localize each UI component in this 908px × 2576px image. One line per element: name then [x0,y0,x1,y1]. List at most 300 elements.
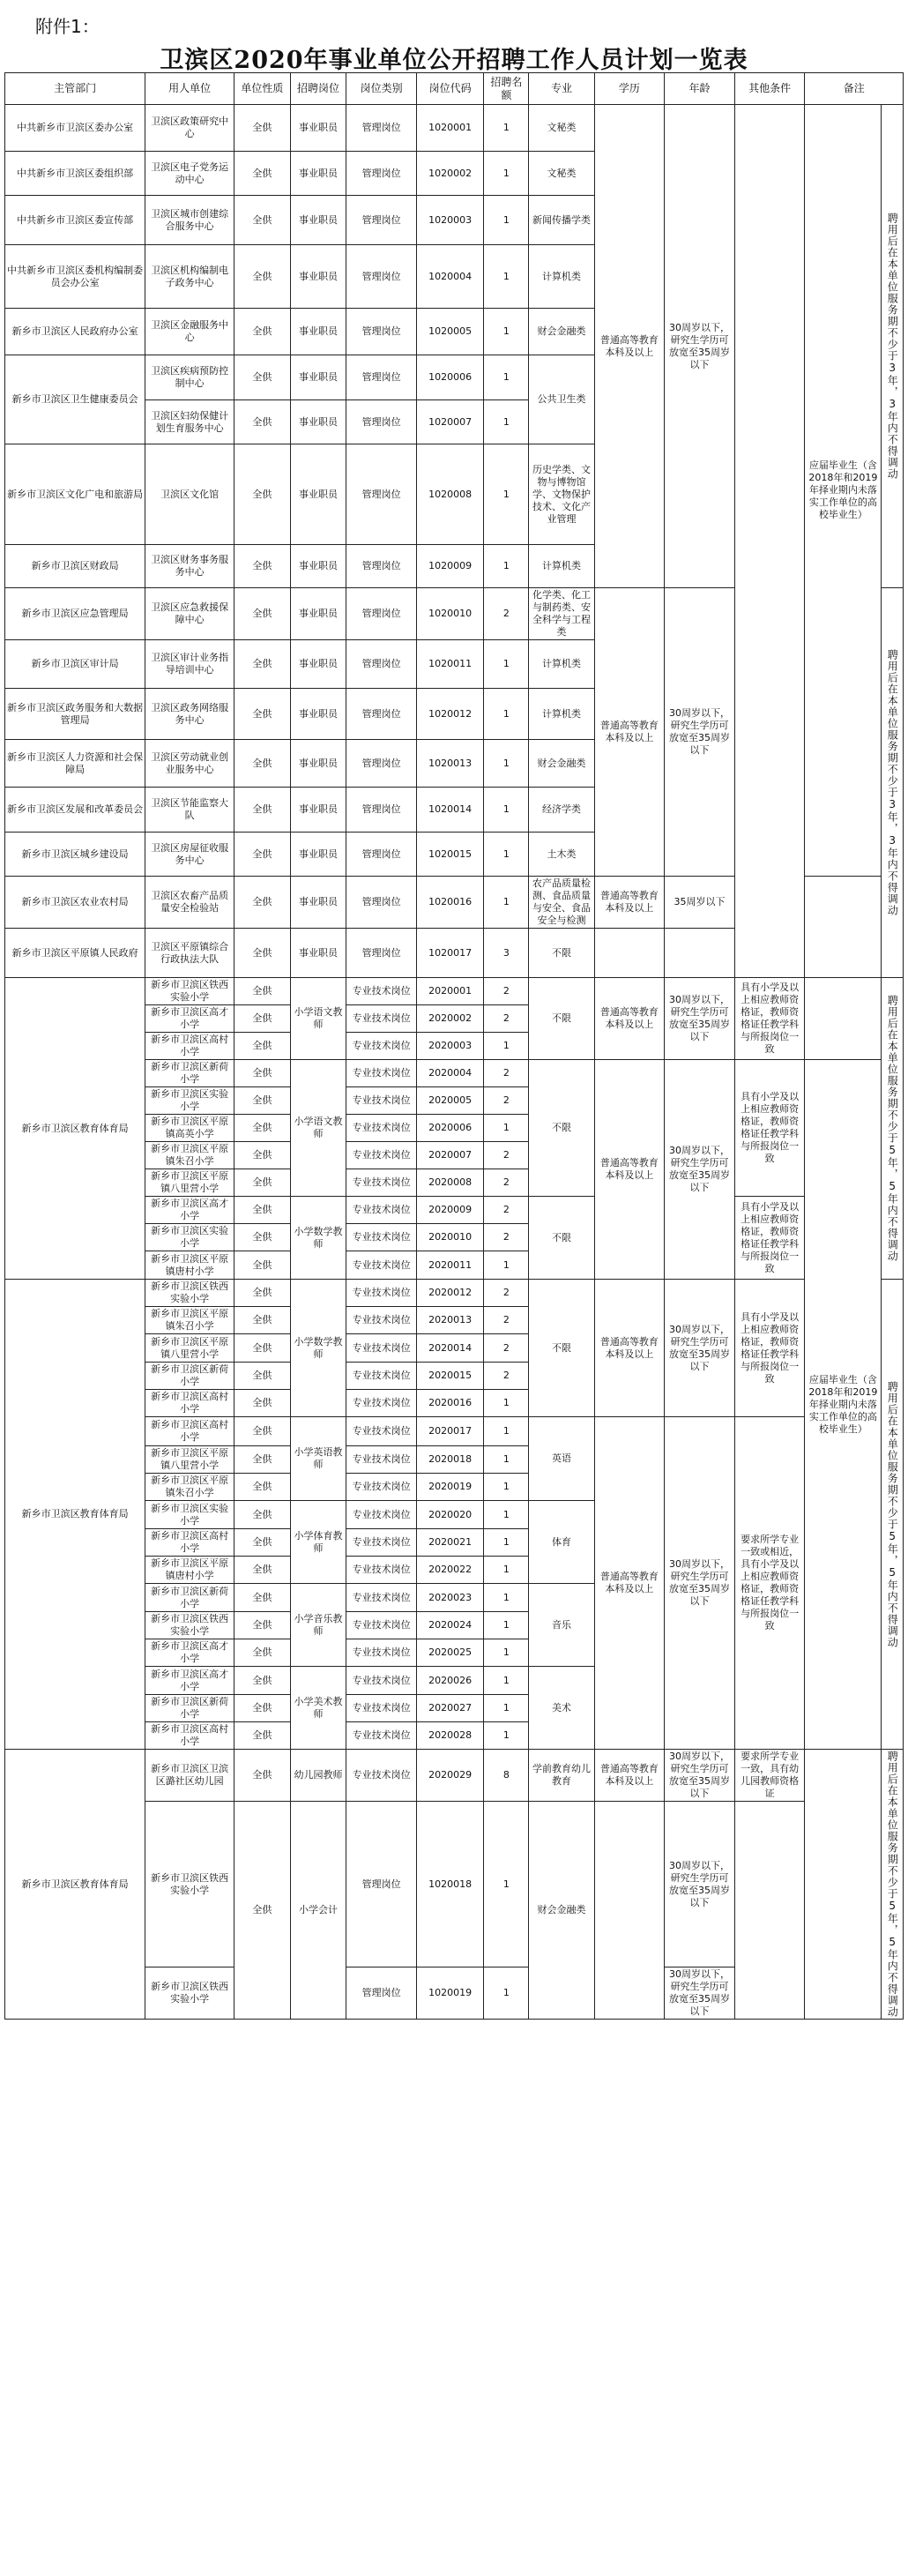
number-cell: 2 [484,1307,529,1334]
number-cell: 1 [484,1501,529,1529]
major-cell: 英语 [529,1417,594,1501]
education-cell: 普通高等教育本科及以上 [594,1060,665,1280]
dept-cell: 新乡市卫滨区人民政府办公室 [5,309,145,355]
major-cell: 计算机类 [529,245,594,309]
table-row [5,105,904,152]
code-cell: 1020013 [416,740,483,788]
number-cell: 1 [484,1417,529,1446]
nature-cell: 全供 [234,929,291,978]
age-cell: 30周岁以下，研究生学历可放宽至35周岁以下 [665,1750,735,1802]
post-cell: 小学数学教师 [290,1197,346,1280]
number-cell: 1 [484,1612,529,1639]
category-cell: 专业技术岗位 [346,1501,417,1529]
category-cell: 专业技术岗位 [346,1390,417,1417]
code-cell: 1020011 [416,640,483,689]
post-cell: 事业职员 [290,152,346,196]
number-cell: 1 [484,1695,529,1722]
code-cell: 1020017 [416,929,483,978]
number-cell: 1 [484,545,529,588]
category-cell: 专业技术岗位 [346,1251,417,1280]
unit-cell: 卫滨区财务事务服务中心 [145,545,234,588]
nature-cell: 全供 [234,545,291,588]
nature-cell: 全供 [234,245,291,309]
category-cell: 专业技术岗位 [346,1612,417,1639]
code-cell: 2020007 [416,1142,483,1169]
category-cell: 专业技术岗位 [346,1529,417,1557]
code-cell: 2020026 [416,1667,483,1695]
header-row [5,73,904,105]
nature-cell: 全供 [234,1802,291,2020]
nature-cell: 全供 [234,1363,291,1390]
nature-cell: 全供 [234,1307,291,1334]
code-cell: 1020015 [416,833,483,877]
code-cell: 2020002 [416,1005,483,1033]
unit-cell: 新乡市卫滨区平原镇朱召小学 [145,1142,234,1169]
number-cell: 2 [484,1280,529,1307]
nature-cell: 全供 [234,1115,291,1142]
graduate-remark-cell [805,1750,882,2020]
category-cell: 专业技术岗位 [346,1060,417,1087]
code-cell: 2020029 [416,1750,483,1802]
conditions-cell: 要求所学专业一致，具有幼儿园教师资格证 [734,1750,805,1802]
major-cell: 不限 [529,1197,594,1280]
post-cell: 小学美术教师 [290,1667,346,1750]
number-cell: 1 [484,1033,529,1060]
header-post: 招聘岗位 [290,73,346,105]
post-cell: 事业职员 [290,588,346,640]
unit-cell: 新乡市卫滨区铁西实验小学 [145,1612,234,1639]
post-cell: 小学体育教师 [290,1501,346,1584]
number-cell: 1 [484,309,529,355]
post-cell: 事业职员 [290,355,346,400]
header-unit: 用人单位 [145,73,234,105]
number-cell: 1 [484,877,529,929]
category-cell: 专业技术岗位 [346,1417,417,1446]
category-cell: 专业技术岗位 [346,1695,417,1722]
unit-cell: 新乡市卫滨区新荷小学 [145,1363,234,1390]
nature-cell: 全供 [234,1612,291,1639]
unit-cell: 卫滨区机构编制电子政务中心 [145,245,234,309]
unit-cell: 新乡市卫滨区铁西实验小学 [145,1280,234,1307]
code-cell: 2020018 [416,1446,483,1474]
unit-cell: 新乡市卫滨区平原镇八里营小学 [145,1446,234,1474]
category-cell: 管理岗位 [346,1967,417,2020]
code-cell: 2020005 [416,1087,483,1115]
code-cell: 2020017 [416,1417,483,1446]
nature-cell: 全供 [234,1722,291,1750]
number-cell: 1 [484,1251,529,1280]
code-cell: 2020012 [416,1280,483,1307]
dept-cell: 中共新乡市卫滨区委办公室 [5,105,145,152]
post-cell: 小学语文教师 [290,1060,346,1197]
dept-cell: 新乡市卫滨区文化广电和旅游局 [5,444,145,545]
number-cell: 2 [484,1087,529,1115]
category-cell: 管理岗位 [346,444,417,545]
nature-cell: 全供 [234,740,291,788]
unit-cell: 卫滨区应急救援保障中心 [145,588,234,640]
age-cell [665,929,735,978]
header-education: 学历 [594,73,665,105]
age-cell: 30周岁以下，研究生学历可放宽至35周岁以下 [665,1967,735,2020]
dept-cell: 新乡市卫滨区人力资源和社会保障局 [5,740,145,788]
number-cell: 3 [484,929,529,978]
unit-cell: 新乡市卫滨区新荷小学 [145,1060,234,1087]
unit-cell: 卫滨区平原镇综合行政执法大队 [145,929,234,978]
category-cell: 管理岗位 [346,152,417,196]
unit-cell: 新乡市卫滨区平原镇唐村小学 [145,1557,234,1584]
category-cell: 管理岗位 [346,545,417,588]
number-cell: 1 [484,355,529,400]
code-cell: 2020025 [416,1639,483,1667]
nature-cell: 全供 [234,1474,291,1501]
dept-cell: 新乡市卫滨区应急管理局 [5,588,145,640]
nature-cell: 全供 [234,833,291,877]
category-cell: 管理岗位 [346,309,417,355]
header-dept: 主管部门 [5,73,145,105]
dept-cell: 中共新乡市卫滨区委宣传部 [5,196,145,245]
number-cell: 1 [484,740,529,788]
number-cell: 1 [484,1557,529,1584]
code-cell: 1020019 [416,1967,483,2020]
post-cell: 事业职员 [290,740,346,788]
nature-cell: 全供 [234,1529,291,1557]
attachment-label: 附件1： [35,16,100,37]
code-cell: 1020014 [416,788,483,833]
nature-cell: 全供 [234,1142,291,1169]
header-number: 招聘名额 [484,73,529,105]
conditions-cell [734,105,805,978]
dept-cell: 新乡市卫滨区平原镇人民政府 [5,929,145,978]
service-remark-cell-text: 聘用后在本单位服务期不少于5年，5年内不得调动 [886,1751,899,2018]
nature-cell: 全供 [234,309,291,355]
unit-cell: 新乡市卫滨区新荷小学 [145,1695,234,1722]
age-cell: 30周岁以下，研究生学历可放宽至35周岁以下 [665,1280,735,1417]
unit-cell: 新乡市卫滨区铁西实验小学 [145,978,234,1005]
unit-cell: 卫滨区审计业务指导培训中心 [145,640,234,689]
category-cell: 专业技术岗位 [346,1750,417,1802]
category-cell: 管理岗位 [346,1802,417,1967]
post-cell: 事业职员 [290,877,346,929]
number-cell: 1 [484,1390,529,1417]
conditions-cell [734,1802,805,2020]
post-cell: 小学数学教师 [290,1280,346,1417]
post-cell: 事业职员 [290,196,346,245]
dept-cell: 新乡市卫滨区教育体育局 [5,1280,145,1750]
dept-cell: 新乡市卫滨区教育体育局 [5,978,145,1280]
number-cell: 8 [484,1750,529,1802]
code-cell: 2020015 [416,1363,483,1390]
number-cell: 2 [484,1224,529,1251]
unit-cell: 新乡市卫滨区铁西实验小学 [145,1967,234,2020]
unit-cell: 新乡市卫滨区新荷小学 [145,1584,234,1612]
nature-cell: 全供 [234,788,291,833]
post-cell: 小学英语教师 [290,1417,346,1501]
unit-cell: 新乡市卫滨区高才小学 [145,1667,234,1695]
category-cell: 管理岗位 [346,689,417,740]
nature-cell: 全供 [234,1169,291,1197]
category-cell: 专业技术岗位 [346,1087,417,1115]
education-cell: 普通高等教育本科及以上 [594,105,665,588]
graduate-remark-cell [805,877,882,978]
unit-cell: 卫滨区电子党务运动中心 [145,152,234,196]
category-cell: 专业技术岗位 [346,1169,417,1197]
conditions-cell: 具有小学及以上相应教师资格证，教师资格证任教学科与所报岗位一致 [734,1280,805,1417]
code-cell: 2020021 [416,1529,483,1557]
page-title: 卫滨区2020年事业单位公开招聘工作人员计划一览表 [160,47,748,74]
nature-cell: 全供 [234,588,291,640]
nature-cell: 全供 [234,1501,291,1529]
code-cell: 1020003 [416,196,483,245]
major-cell: 公共卫生类 [529,355,594,444]
age-cell: 30周岁以下，研究生学历可放宽至35周岁以下 [665,588,735,877]
nature-cell: 全供 [234,1390,291,1417]
dept-cell: 新乡市卫滨区农业农村局 [5,877,145,929]
recruitment-plan-table [4,72,904,2020]
number-cell: 1 [484,196,529,245]
unit-cell: 新乡市卫滨区平原镇唐村小学 [145,1251,234,1280]
category-cell: 专业技术岗位 [346,1722,417,1750]
post-cell: 事业职员 [290,929,346,978]
code-cell: 2020027 [416,1695,483,1722]
nature-cell: 全供 [234,1446,291,1474]
header-code: 岗位代码 [416,73,483,105]
code-cell: 2020009 [416,1197,483,1224]
post-cell: 事业职员 [290,309,346,355]
age-cell: 30周岁以下，研究生学历可放宽至35周岁以下 [665,1417,735,1750]
unit-cell: 卫滨区城市创建综合服务中心 [145,196,234,245]
table-row [5,978,904,1005]
post-cell: 事业职员 [290,400,346,444]
unit-cell: 新乡市卫滨区实验小学 [145,1501,234,1529]
nature-cell: 全供 [234,152,291,196]
nature-cell: 全供 [234,1197,291,1224]
nature-cell: 全供 [234,1005,291,1033]
post-cell: 幼儿园教师 [290,1750,346,1802]
unit-cell: 新乡市卫滨区高村小学 [145,1033,234,1060]
unit-cell: 新乡市卫滨区平原镇八里营小学 [145,1169,234,1197]
unit-cell: 新乡市卫滨区高村小学 [145,1417,234,1446]
education-cell: 普通高等教育本科及以上 [594,1750,665,1802]
number-cell: 1 [484,1967,529,2020]
code-cell: 1020005 [416,309,483,355]
service-remark-cell [882,105,904,588]
number-cell: 1 [484,245,529,309]
code-cell: 1020006 [416,355,483,400]
unit-cell: 卫滨区节能监察大队 [145,788,234,833]
major-cell: 财会金融类 [529,1802,594,2020]
nature-cell: 全供 [234,1750,291,1802]
education-cell [594,929,665,978]
header-category: 岗位类别 [346,73,417,105]
unit-cell: 卫滨区农畜产品质量安全检验站 [145,877,234,929]
number-cell: 1 [484,689,529,740]
major-cell: 计算机类 [529,640,594,689]
major-cell: 财会金融类 [529,309,594,355]
header-conditions: 其他条件 [734,73,805,105]
major-cell: 文秘类 [529,105,594,152]
age-cell: 30周岁以下，研究生学历可放宽至35周岁以下 [665,1060,735,1280]
major-cell: 计算机类 [529,689,594,740]
code-cell: 2020022 [416,1557,483,1584]
unit-cell: 新乡市卫滨区高才小学 [145,1639,234,1667]
header-age: 年龄 [665,73,735,105]
conditions-cell: 具有小学及以上相应教师资格证，教师资格证任教学科与所报岗位一致 [734,1197,805,1280]
category-cell: 管理岗位 [346,105,417,152]
number-cell: 2 [484,1005,529,1033]
dept-cell: 新乡市卫滨区卫生健康委员会 [5,355,145,444]
age-cell: 30周岁以下，研究生学历可放宽至35周岁以下 [665,978,735,1060]
category-cell: 管理岗位 [346,196,417,245]
code-cell: 2020028 [416,1722,483,1750]
category-cell: 专业技术岗位 [346,978,417,1005]
number-cell: 1 [484,1115,529,1142]
post-cell: 小学会计 [290,1802,346,2020]
post-cell: 事业职员 [290,833,346,877]
major-cell: 音乐 [529,1584,594,1667]
major-cell: 化学类、化工与制药类、安全科学与工程类 [529,588,594,640]
graduate-remark-cell [805,978,882,1060]
graduate-remark-cell: 应届毕业生（含2018年和2019年择业期内未落实工作单位的高校毕业生） [805,1060,882,1750]
category-cell: 管理岗位 [346,740,417,788]
major-cell: 经济学类 [529,788,594,833]
unit-cell: 新乡市卫滨区平原镇朱召小学 [145,1474,234,1501]
nature-cell: 全供 [234,1557,291,1584]
category-cell: 管理岗位 [346,929,417,978]
category-cell: 管理岗位 [346,640,417,689]
major-cell: 体育 [529,1501,594,1584]
service-remark-cell [882,588,904,978]
nature-cell: 全供 [234,1695,291,1722]
post-cell: 小学音乐教师 [290,1584,346,1667]
post-cell: 小学语文教师 [290,978,346,1060]
unit-cell: 新乡市卫滨区实验小学 [145,1087,234,1115]
number-cell: 1 [484,788,529,833]
education-cell: 普通高等教育本科及以上 [594,1417,665,1750]
dept-cell: 新乡市卫滨区发展和改革委员会 [5,788,145,833]
number-cell: 1 [484,1529,529,1557]
unit-cell: 卫滨区疾病预防控制中心 [145,355,234,400]
number-cell: 2 [484,978,529,1005]
category-cell: 专业技术岗位 [346,1474,417,1501]
code-cell: 2020014 [416,1334,483,1363]
number-cell: 1 [484,444,529,545]
dept-cell: 新乡市卫滨区审计局 [5,640,145,689]
unit-cell: 新乡市卫滨区高村小学 [145,1529,234,1557]
number-cell: 1 [484,1802,529,1967]
conditions-cell: 要求所学专业一致或相近，具有小学及以上相应教师资格证，教师资格证任教学科与所报岗位一致 [734,1417,805,1750]
category-cell: 管理岗位 [346,833,417,877]
category-cell: 专业技术岗位 [346,1667,417,1695]
code-cell: 2020006 [416,1115,483,1142]
number-cell: 1 [484,1639,529,1667]
number-cell: 1 [484,640,529,689]
service-remark-cell [882,1750,904,2020]
category-cell: 专业技术岗位 [346,1033,417,1060]
category-cell: 专业技术岗位 [346,1557,417,1584]
service-remark-cell-text: 聘用后在本单位服务期不少于5年，5年内不得调动 [886,995,899,1262]
number-cell: 1 [484,1446,529,1474]
major-cell: 不限 [529,1060,594,1197]
category-cell: 专业技术岗位 [346,1584,417,1612]
unit-cell: 新乡市卫滨区卫滨区潞社区幼儿园 [145,1750,234,1802]
major-cell: 学前教育幼儿教育 [529,1750,594,1802]
table-row [5,1750,904,1802]
category-cell: 专业技术岗位 [346,1142,417,1169]
header-remarks: 备注 [805,73,904,105]
nature-cell: 全供 [234,1417,291,1446]
post-cell: 事业职员 [290,545,346,588]
education-cell: 普通高等教育本科及以上 [594,877,665,929]
header-major: 专业 [529,73,594,105]
code-cell: 1020008 [416,444,483,545]
nature-cell: 全供 [234,640,291,689]
number-cell: 2 [484,1169,529,1197]
major-cell: 土木类 [529,833,594,877]
code-cell: 2020024 [416,1612,483,1639]
unit-cell: 卫滨区劳动就业创业服务中心 [145,740,234,788]
code-cell: 2020019 [416,1474,483,1501]
service-remark-cell [882,978,904,1280]
code-cell: 2020013 [416,1307,483,1334]
unit-cell: 卫滨区文化馆 [145,444,234,545]
code-cell: 2020003 [416,1033,483,1060]
category-cell: 管理岗位 [346,245,417,309]
service-remark-cell [882,1280,904,1750]
post-cell: 事业职员 [290,245,346,309]
nature-cell: 全供 [234,1060,291,1087]
nature-cell: 全供 [234,978,291,1005]
major-cell: 财会金融类 [529,740,594,788]
nature-cell: 全供 [234,444,291,545]
nature-cell: 全供 [234,400,291,444]
education-cell: 普通高等教育本科及以上 [594,588,665,877]
major-cell: 新闻传播学类 [529,196,594,245]
education-cell: 普通高等教育本科及以上 [594,1280,665,1417]
nature-cell: 全供 [234,877,291,929]
dept-cell: 新乡市卫滨区教育体育局 [5,1750,145,2020]
nature-cell: 全供 [234,1087,291,1115]
category-cell: 专业技术岗位 [346,1363,417,1390]
nature-cell: 全供 [234,1033,291,1060]
nature-cell: 全供 [234,1584,291,1612]
nature-cell: 全供 [234,1639,291,1667]
code-cell: 2020011 [416,1251,483,1280]
graduate-remark-cell: 应届毕业生（含2018年和2019年择业期内未落实工作单位的高校毕业生） [805,105,882,877]
code-cell: 2020010 [416,1224,483,1251]
category-cell: 管理岗位 [346,400,417,444]
unit-cell: 新乡市卫滨区铁西实验小学 [145,1802,234,1967]
major-cell: 农产品质量检测、食品质量与安全、食品安全与检测 [529,877,594,929]
category-cell: 专业技术岗位 [346,1224,417,1251]
category-cell: 专业技术岗位 [346,1115,417,1142]
number-cell: 2 [484,1060,529,1087]
major-cell: 美术 [529,1667,594,1750]
conditions-cell: 具有小学及以上相应教师资格证，教师资格证任教学科与所报岗位一致 [734,978,805,1060]
nature-cell: 全供 [234,1667,291,1695]
category-cell: 专业技术岗位 [346,1307,417,1334]
age-cell: 30周岁以下，研究生学历可放宽至35周岁以下 [665,1802,735,1967]
service-remark-cell-text: 聘用后在本单位服务期不少于3年，3年内不得调动 [886,213,899,480]
number-cell: 1 [484,1474,529,1501]
code-cell: 2020001 [416,978,483,1005]
dept-cell: 中共新乡市卫滨区委机构编制委员会办公室 [5,245,145,309]
category-cell: 专业技术岗位 [346,1446,417,1474]
nature-cell: 全供 [234,355,291,400]
unit-cell: 新乡市卫滨区平原镇八里营小学 [145,1334,234,1363]
number-cell: 1 [484,1584,529,1612]
code-cell: 1020018 [416,1802,483,1967]
service-remark-cell-text: 聘用后在本单位服务期不少于5年，5年内不得调动 [886,1380,899,1648]
